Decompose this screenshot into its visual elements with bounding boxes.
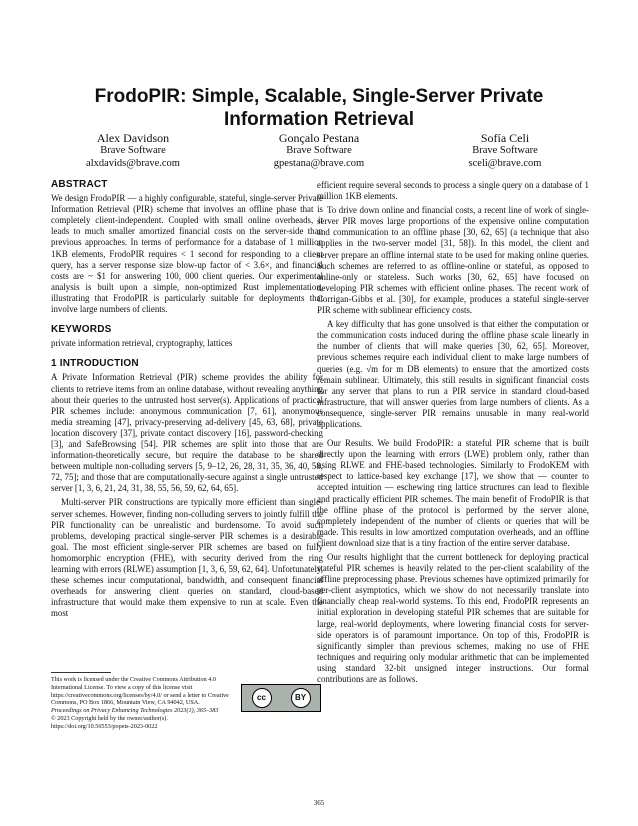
attribution-icon: BY: [291, 688, 311, 708]
author-affiliation: Brave Software: [100, 145, 166, 156]
author-email: gpestana@brave.com: [273, 157, 365, 169]
keywords-text: private information retrieval, cryptography, lattices: [51, 338, 233, 349]
intro-heading: 1 INTRODUCTION: [51, 358, 139, 370]
proceedings-line: Proceedings on Privacy Enhancing Technologies 2023(1), 365–383: [51, 707, 219, 715]
license-text: This work is licensed under the Creative Commons Attribution 4.0 International License. To view a copy of this license visit https://creativecommons.org/licenses/by/4.0/ or send a letter to Creative Commons, PO Box 1866, Mountain View, CA 94042, USA.: [51, 676, 229, 707]
author-name: Sofía Celi: [480, 131, 530, 145]
doi-link[interactable]: https://doi.org/10.56553/popets-2023-0022: [51, 722, 158, 730]
abstract-heading: ABSTRACT: [51, 179, 108, 190]
paper-title: FrodoPIR: Simple, Scalable, Single-Server Private Information Retrieval: [94, 86, 544, 130]
author-email: alxdavids@brave.com: [86, 157, 180, 169]
footnote-rule: [51, 672, 111, 673]
author-name: Gonçalo Pestana: [278, 131, 360, 145]
author-list: [40, 131, 598, 170]
body-paragraph: efficient require several seconds to process a single query on a database of 1 million 1KB elements.: [317, 180, 589, 202]
intro-paragraph: A Private Information Retrieval (PIR) scheme provides the ability for clients to retrieve items from an online database, without revealing anything about their queries to the untrusted host server(s). Applications of practical PIR schemes include: anonymous communication [7, 61], anonymous media streaming [47], privacy-preserving ad-delivery [45, 63, 68], private location discovery [37], private contact discovery [16], password-checking [3], and SafeBrowsing [54]. PIR schemes are split into those that are information-theoretically secure, but require the database to be shared between multiple non-colluding servers [5, 9–12, 26, 28, 31, 35, 36, 40, 58, 72, 75]; and those that are computationally-secure against a single untrusted server [1, 3, 6, 21, 24, 31, 38, 55, 56, 59, 62, 64, 65].: [51, 372, 323, 494]
keywords-heading: KEYWORDS: [51, 324, 112, 336]
body-paragraph: Our results highlight that the current bottleneck for deploying practical stateful PIR schemes is heavily related to the per-client scalability of the offline preprocessing phase. Previous schemes have optimized primarily for per-client asymptotics, which we show do not necessarily translate into financially cheap real-world systems. To this end, FrodoPIR represents an initial exploration in developing stateful PIR schemes that are suitable for large, real-world deployments, where lowering financial costs for server-side operators is of paramount importance. On top of this, FrodoPIR is significantly simpler than previous schemes, making no use of FHE techniques and requiring only modular arithmetic that can be implemented using standard 32-bit unsigned integer instructions. Our formal contributions are as follows.: [317, 552, 589, 685]
footnote: [51, 676, 323, 731]
copyright-line: © 2023 Copyright held by the owner/author(s).: [51, 714, 168, 722]
author-email: sceli@brave.com: [468, 157, 542, 169]
page-number: 365: [313, 799, 325, 807]
cc-icon: cc: [252, 688, 272, 708]
body-paragraph: A key difficulty that has gone unsolved is that either the computation or the communication costs induced during the offline phase scale linearly in the number of clients that will make queries [30, 62, 65]. Moreover, previous schemes require each individual client to make large numbers of queries (e.g. √m for m DB elements) to ensure that the amortized costs remain sublinear. Ultimately, this still results in significant financial costs for any server that plans to run a PIR service in standard cloud-based infrastructure, that will answer queries from large numbers of clients. As a consequence, single-server PIR remains unusable in many real-world applications.: [317, 319, 589, 429]
results-paragraph: Our Results. We build FrodoPIR: a stateful PIR scheme that is built directly upon the learning with errors (LWE) problem only, rather than using RLWE and FHE-based technologies. Similarly to FrodoKEM with respect to lattice-based key exchange [17], we show that — counter to accepted intuition — eschewing ring lattice structures can lead to flexible and practically efficient PIR schemes. The main benefit of FrodoPIR is that the offline phase of the protocol is performed by the server alone, completely independent of the number of clients or queries that will be made. This results in low amortized computation overheads, and an offline client download size that is a tiny fraction of the entire server database.: [317, 438, 589, 548]
intro-paragraph: Multi-server PIR constructions are typically more efficient than single-server schemes. However, finding non-colluding servers to jointly fulfill the PIR functionality can be unrealistic and burdensome. To avoid such problems, developing practical single-server PIR schemes is a desirable goal. The most efficient single-server PIR schemes are based on fully homomorphic encryption (FHE), with security derived from the ring learning with errors (RLWE) assumption [1, 3, 6, 59, 62, 64]. Unfortunately, these schemes incur computational, bandwidth, and consequent financial overheads for answering client queries on standard, cloud-based infrastructure that would make them expensive to run at scale. Even the most: [51, 497, 323, 619]
author-name: Alex Davidson: [96, 131, 170, 145]
body-paragraph: To drive down online and financial costs, a recent line of work of single-server PIR moves large proportions of the expensive online computation and communication to an offline phase [30, 62, 65] (a technique that also applies in the two-server model [31, 58]). In this model, the client and server prepare an offline internal state to be used for making online queries. Such schemes are referred to as offline-online or stateful, as opposed to online-only or stateless. Such works [30, 62, 65] have focused on developing PIR schemes with efficient online phases. The recent work of Corrigan-Gibbs et al. [30], for example, produces a stateful single-server PIR scheme with sublinear efficiency costs.: [317, 205, 589, 316]
author-block: [43, 131, 223, 170]
left-column: [51, 175, 323, 622]
abstract-text: We design FrodoPIR — a highly configurable, stateful, single-server Private Information Retrieval (PIR) scheme that involves an offline phase that is completely client-independent. Coupled with small online overheads, it leads to much smaller amortized financial costs on the server-side than previous approaches. In terms of performance for a database of 1 million 1KB elements, FrodoPIR requires < 1 second for responding to a client query, has a server response size blow-up factor of < 3.6×, and financial costs are ~ $1 for answering 100, 000 client queries. Our experimental analysis is built upon a simple, non-optimized Rust implementation, illustrating that FrodoPIR is particularly suitable for deployments that involve large numbers of clients.: [51, 193, 323, 315]
author-block: [229, 131, 409, 170]
author-affiliation: Brave Software: [472, 145, 538, 156]
author-affiliation: Brave Software: [286, 145, 352, 156]
right-column: [317, 180, 589, 688]
cc-by-badge: [241, 684, 321, 712]
author-block: [415, 131, 595, 170]
